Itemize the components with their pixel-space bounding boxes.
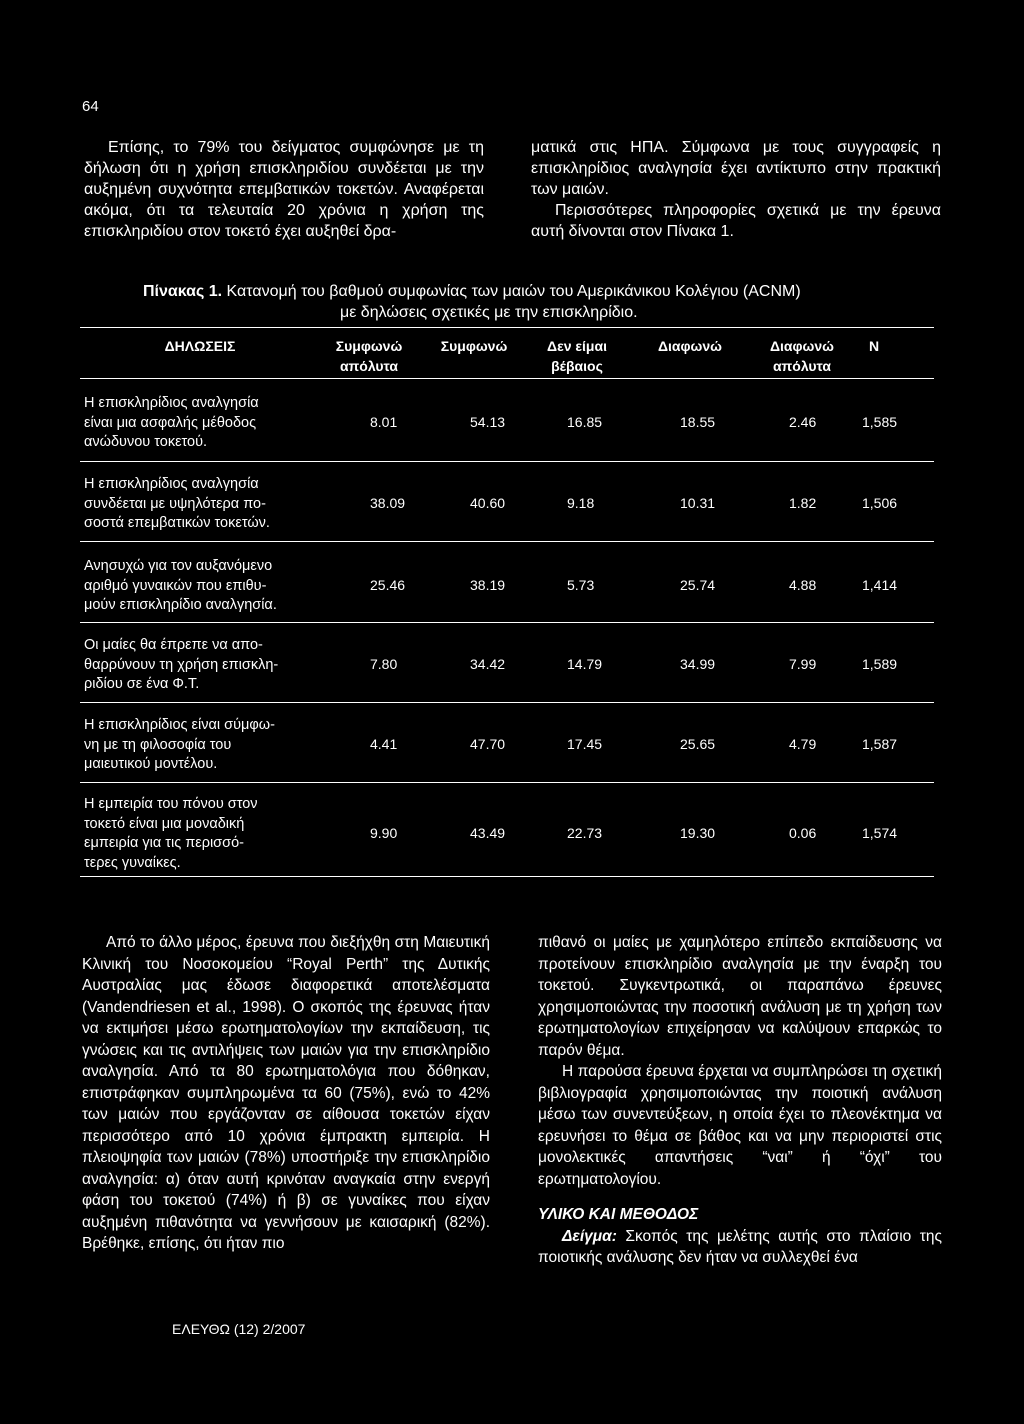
- value-cell: 4.88: [789, 577, 817, 594]
- value-cell: 18.55: [680, 414, 716, 431]
- value-cell: 43.49: [470, 825, 506, 841]
- value-cell: 25.74: [680, 577, 716, 594]
- top-right-column: [531, 137, 941, 242]
- table-rule: [80, 461, 934, 462]
- value-cell: 10.31: [680, 495, 716, 512]
- value-cell: 47.70: [470, 736, 506, 753]
- value-cell: 25.65: [680, 736, 716, 753]
- sample-text: Σκοπός της μελέτης αυτής στο πλαίσιο της ποιοτικής ανάλυσης δεν ήταν να συλλεχθεί ένα: [538, 1227, 942, 1266]
- statement-line: τερες γυναίκες.: [84, 854, 181, 871]
- bottom-left-column: [82, 932, 490, 1255]
- value-cell: 1.82: [789, 495, 817, 512]
- statement-line: ριδίου σε ένα Φ.Τ.: [84, 676, 200, 692]
- table-caption-label: Πίνακας 1.: [143, 283, 223, 300]
- page-number: 64: [82, 98, 99, 115]
- value-cell: 9.18: [567, 495, 595, 512]
- table-rule: [80, 622, 934, 623]
- value-cell: 1,589: [862, 656, 898, 673]
- statement-line: ανώδυνου τοκετού.: [84, 434, 208, 450]
- statement-cell: [84, 636, 320, 695]
- value-cell: 38.19: [470, 577, 506, 594]
- statement-line: αριθμό γυναικών που επιθυ-: [84, 577, 267, 594]
- column-header: [414, 336, 534, 356]
- statement-line: Οι μαίες θα έπρεπε να απο-: [84, 637, 263, 653]
- value-cell: 34.42: [470, 656, 506, 673]
- column-header-line: απόλυτα: [772, 358, 832, 374]
- value-cell: 1,414: [862, 577, 898, 594]
- column-header: [630, 336, 750, 356]
- column-header-line: Διαφωνώ: [657, 338, 722, 354]
- value-cell: 40.60: [470, 495, 506, 512]
- statement-cell: [84, 795, 320, 873]
- top-left-column: [84, 137, 484, 242]
- table-rule: [80, 876, 934, 877]
- value-cell: 7.80: [370, 656, 398, 673]
- table-rule: [80, 541, 934, 542]
- value-cell: 25.46: [370, 577, 406, 594]
- sample-label: Δείγμα:: [562, 1227, 617, 1245]
- value-cell: 1,506: [862, 495, 898, 512]
- value-cell: 7.99: [789, 656, 817, 673]
- value-cell: 22.73: [567, 825, 603, 841]
- column-header-line: Δεν είμαι: [547, 338, 607, 354]
- column-header: [814, 336, 934, 356]
- table-rule: [80, 782, 934, 783]
- statement-line: Η επισκληρίδιος αναλγησία: [84, 395, 259, 411]
- bottom-right-column: [538, 932, 942, 1269]
- value-cell: 2.46: [789, 414, 817, 431]
- value-cell: 8.01: [370, 414, 398, 431]
- column-header-line: βέβαιος: [551, 358, 603, 374]
- statement-line: σοστά επεμβατικών τοκετών.: [84, 515, 270, 531]
- paragraph: Επίσης, το 79% του δείγματος συμφώνησε με τη δήλωση ότι η χρήση επισκληριδίου συνδέεται με την αυξημένη συχνότητα επεμβατικών τοκετών. Αναφέρεται ακόμα, ότι τα τελευταία 20 χρόνια η χρήση της επισκληριδίου στον τοκετό έχει αυξηθεί δρα-: [84, 139, 484, 240]
- value-cell: 1,587: [862, 736, 898, 753]
- paragraph: ματικά στις ΗΠΑ. Σύμφωνα με τους συγγραφείς η επισκληρίδιος αναλγησία έχει αντίκτυπο στην πρακτική των μαιών.: [531, 139, 941, 198]
- statement-line: Η επισκληρίδιος αναλγησία: [84, 476, 259, 492]
- column-header: [517, 336, 637, 376]
- statement-cell: [84, 557, 320, 616]
- statement-cell: [84, 716, 320, 775]
- statement-line: Ανησυχώ για τον αυξανόμενο: [84, 558, 273, 574]
- statement-cell: [84, 475, 320, 534]
- value-cell: 5.73: [567, 577, 595, 594]
- value-cell: 16.85: [567, 414, 603, 431]
- statement-line: είναι μια ασφαλής μέθοδος: [84, 414, 257, 431]
- table-rule: [80, 327, 934, 328]
- value-cell: 34.99: [680, 656, 716, 673]
- statement-line: εμπειρία για τις περισσό-: [84, 835, 244, 851]
- column-header-line: Ν: [868, 338, 880, 354]
- table-rule: [80, 378, 934, 379]
- statement-cell: [84, 394, 320, 453]
- value-cell: 17.45: [567, 736, 603, 753]
- statement-line: νη με τη φιλοσοφία του: [84, 736, 232, 753]
- paragraph: πιθανό οι μαίες με χαμηλότερο επίπεδο εκπαίδευσης να προτείνουν επισκληρίδιο αναλγησία με την έναρξη του τοκετού. Συγκεντρωτικά, οι παραπάνω έρευνες χρησιμοποιώντας την ποσοτική ανάλυση με τη χρήση των ερωτηματολογίων επιχείρησαν να καλύψουν επαρκώς το παρόν θέμα.: [538, 934, 942, 1059]
- value-cell: 14.79: [567, 656, 603, 673]
- column-header: [309, 336, 429, 376]
- paragraph: Από το άλλο μέρος, έρευνα που διεξήχθη στη Μαιευτική Κλινική του Νοσοκομείου “Royal Perth” της Δυτικής Αυστραλίας μας έδωσε διαφορετικά αποτελέσματα (Vandendriesen et al., 1998). Ο σκοπός της έρευνας ήταν να εκτιμήσει μέσω ερωτηματολογίων την εκπαίδευση, τις γνώσεις και τις αντιλήψεις των μαιών για την επισκληρίδιο αναλγησία. Από τα 80 ερωτηματολόγια που δόθηκαν, επιστράφηκαν συμπληρωμένα τα 60 (75%), ενώ το 42% των μαιών που εργάζονταν σε αίθουσα τοκετών είχαν περισσότερο από 10 χρόνια έμπρακτη εμπειρία. Η πλειοψηφία των μαιών (78%) υποστήριξε την επισκληρίδιο αναλγησία: α) όταν αυτή κρινόταν αναγκαία στην ενεργή φάση του τοκετού (74%) ή β) σε γυναίκες που είχαν αυξημένη πιθανότητα να γεννήσουν με καισαρική (82%). Βρέθηκε, επίσης, ότι ήταν πιο: [82, 934, 490, 1252]
- value-cell: 38.09: [370, 495, 406, 512]
- section-heading: ΥΛΙΚΟ ΚΑΙ ΜΕΘΟΔΟΣ: [538, 1206, 699, 1223]
- statement-line: μαιευτικού μοντέλου.: [84, 756, 218, 772]
- column-header-line: Διαφωνώ: [769, 338, 834, 354]
- column-header: [140, 336, 260, 356]
- value-cell: 0.06: [789, 825, 817, 841]
- value-cell: 9.90: [370, 825, 398, 841]
- statement-line: Η επισκληρίδιος είναι σύμφω-: [84, 717, 275, 733]
- table-caption-line2: με δηλώσεις σχετικές με την επισκληρίδιο.: [340, 304, 638, 321]
- column-header-line: απόλυτα: [339, 358, 399, 374]
- table-caption: [143, 281, 943, 323]
- paragraph: Η παρούσα έρευνα έρχεται να συμπληρώσει τη σχετική βιβλιογραφία χρησιμοποιώντας την ποιοτική ανάλυση μέσω των συνεντεύξεων, η οποία έχει το πλεονέκτημα να ερευνήσει το θέμα σε βάθος και να μην περιοριστεί στις μονολεκτικές απαντήσεις “ναι” ή “όχι” του ερωτηματολογίου.: [538, 1063, 942, 1188]
- column-header-line: Συμφωνώ: [440, 338, 508, 354]
- value-cell: 1,585: [862, 414, 898, 431]
- column-header-line: Συμφωνώ: [335, 338, 403, 354]
- table-rule: [80, 702, 934, 703]
- statement-line: Η εμπειρία του πόνου στον: [84, 796, 258, 812]
- statement-line: συνδέεται με υψηλότερα πο-: [84, 495, 266, 512]
- statement-line: μούν επισκληρίδιο αναλγησία.: [84, 597, 277, 613]
- table-caption-line1: Κατανομή του βαθμού συμφωνίας των μαιών του Αμερικάνικου Κολέγιου (ACNM): [226, 283, 801, 300]
- paragraph: [538, 1226, 942, 1269]
- footer-journal: ΕΛΕΥΘΩ (12) 2/2007: [172, 1321, 306, 1337]
- value-cell: 4.79: [789, 736, 817, 753]
- statement-line: τοκετό είναι μια μοναδική: [84, 815, 245, 832]
- column-header-line: ΔΗΛΩΣΕΙΣ: [164, 338, 236, 354]
- value-cell: 1,574: [862, 825, 898, 841]
- paragraph: Περισσότερες πληροφορίες σχετικά με την έρευνα αυτή δίνονται στον Πίνακα 1.: [531, 202, 941, 240]
- value-cell: 19.30: [680, 825, 716, 841]
- value-cell: 4.41: [370, 736, 398, 753]
- statement-line: θαρρύνουν τη χρήση επισκλη-: [84, 656, 279, 673]
- value-cell: 54.13: [470, 414, 506, 431]
